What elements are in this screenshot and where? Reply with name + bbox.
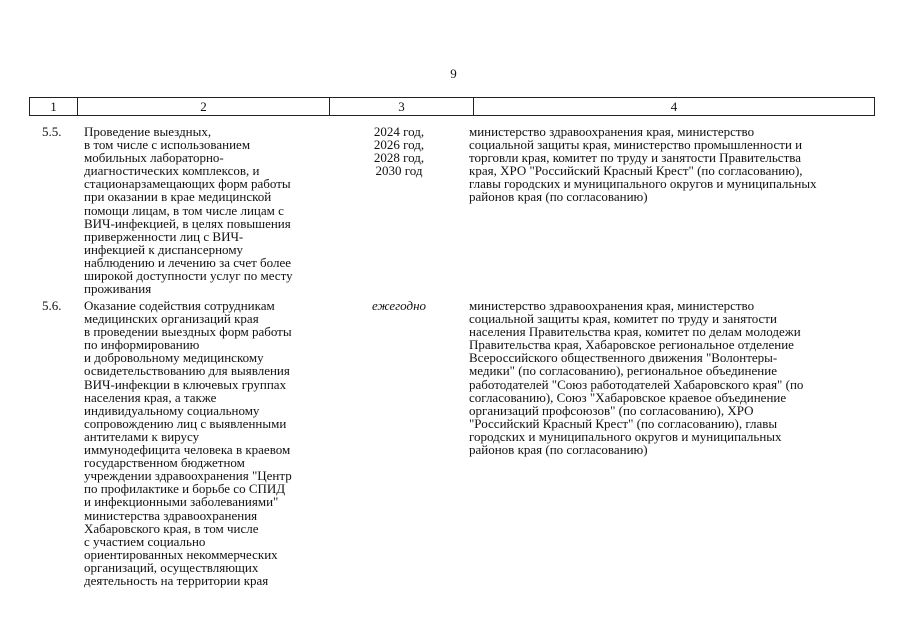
text-line: государственном бюджетном [84,455,245,471]
text-line: помощи лицам, в том числе лицам с [84,202,284,218]
text-line: министерство здравоохранения края, министерство [469,298,755,313]
text-line: "Российский Красный Крест" (по согласованию), главы [469,415,778,431]
text-line: согласованию), Союз "Хабаровское краевое объединение [469,389,787,405]
header-col-1: 1 [30,98,78,116]
text-line: иммунодефицита человека в краевом [84,442,291,458]
text-line: по профилактике и борьбе со СПИД [84,481,286,497]
text-line: в том числе с использованием [84,137,251,153]
text-line: Хабаровского края, в том числе [84,520,259,536]
text-line: деятельность на территории края [84,572,269,588]
text-line: министерства здравоохранения [84,507,258,523]
text-line: районов края (по согласованию) [469,442,648,458]
text-line: ориентированных некоммерческих [84,546,278,562]
text-line: диагностических комплексов, и [84,163,260,179]
row-executors [469,299,874,456]
text-line: 2024 год, [373,124,425,139]
text-line: медики" (по согласованию), региональное объединение [469,363,777,379]
text-line: Правительства края, Хабаровское региональное отделение [469,337,794,353]
text-line: 2026 год, [373,137,425,153]
row-term [349,125,449,177]
page-number: 9 [450,66,457,81]
text-line: 2028 год, [373,150,425,166]
text-line: ВИЧ-инфекции в ключевых группах [84,376,287,392]
text-line: социальной защиты края, министерство промышленности и [469,137,803,153]
text-line: стационарзамещающих форм работы [84,176,291,192]
row-term [349,299,449,312]
text-line: Оказание содействия сотрудникам [84,298,275,313]
text-line: наблюдению и лечению за счет более [84,254,292,270]
text-line: городских и муниципального округов и муниципальных [469,428,782,444]
text-line: работодателей "Союз работодателей Хабаровского края" (по [469,376,804,392]
text-line: медицинских организаций края [84,311,259,327]
text-line: по информированию [84,337,200,353]
header-col-3: 3 [330,98,474,116]
text-line: в проведении выездных форм работы [84,324,292,340]
text-line: широкой доступности услуг по месту [84,268,293,284]
table-header [29,97,875,116]
text-line: приверженности лиц с ВИЧ- [84,228,244,244]
text-line: мобильных лабораторно- [84,150,224,166]
text-line: торговли края, комитет по труду и занятости Правительства [469,150,801,166]
text-line: учреждении здравоохранения "Центр [84,468,292,484]
text-line: Всероссийского общественного движения "Волонтеры- [469,350,778,366]
text-line: ВИЧ-инфекцией, в целях повышения [84,215,291,231]
text-line: населения Правительства края, комитет по делам молодежи [469,324,801,340]
text-line: населения края, а также [84,389,217,405]
text-line: районов края (по согласованию) [469,189,648,205]
text-line: Проведение выездных, [84,124,212,139]
text-line: сопровождению лиц с выявленными [84,415,287,431]
text-line: индивидуальному социальному [84,402,260,418]
row-number: 5.5. [42,124,62,139]
row-description [84,299,334,587]
text-line: организаций профсоюзов" (по согласованию), ХРО [469,402,754,418]
text-line: организаций, осуществляющих [84,559,259,575]
row-description [84,125,334,295]
text-line: социальной защиты края, комитет по труду и занятости [469,311,777,327]
text-line: с участием социально [84,533,206,549]
text-line: антителами к вирусу [84,428,200,444]
text-line: проживания [84,281,152,297]
text-line: главы городских и муниципального округов и муниципальных [469,176,817,192]
text-line: ежегодно [371,298,427,313]
row-executors [469,125,874,204]
text-line: освидетельствованию для выявления [84,363,290,379]
text-line: при оказании в крае медицинской [84,189,272,205]
text-line: инфекцией к диспансерному [84,241,244,257]
row-number: 5.6. [42,298,62,313]
text-line: 2030 год [375,163,423,179]
header-col-4: 4 [474,98,875,116]
text-line: края, ХРО "Российский Красный Крест" (по согласованию), [469,163,803,179]
text-line: и инфекционными заболеваниями" [84,494,279,510]
header-col-2: 2 [78,98,330,116]
text-line: и добровольному медицинскому [84,350,264,366]
text-line: министерство здравоохранения края, министерство [469,124,755,139]
